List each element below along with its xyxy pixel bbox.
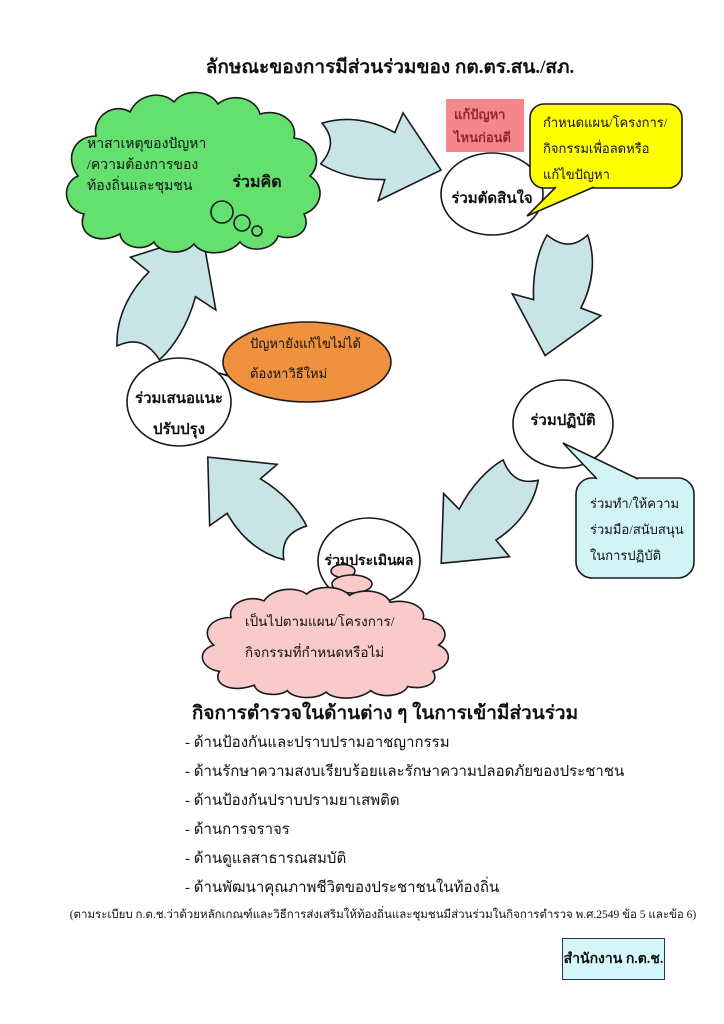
orange-bubble-text <box>250 329 361 389</box>
node-suggest-label <box>119 384 239 446</box>
pink-cloud-line: เป็นไปตามแผน/โครงการ/ <box>245 614 395 629</box>
node-act-label: ร่วมปฏิบัติ <box>530 413 596 429</box>
agency-label: สำนักงาน ก.ต.ช. <box>563 952 664 967</box>
arrow-act-to-evaluate-icon <box>408 439 559 594</box>
node-evaluate-label: ร่วมประเมินผล <box>324 554 414 569</box>
arrow-think-to-decide-icon <box>309 97 451 212</box>
activities-heading: กิจการตำรวจในด้านต่าง ๆ ในการเข้ามีส่วนร่วม <box>191 703 579 724</box>
list-item: - ด้านป้องกันปราบปรามยาเสพติด <box>185 793 400 809</box>
green-thought-bubble-icon <box>211 201 233 223</box>
green-thought-bubble-icon <box>252 226 262 236</box>
orange-bubble-line: ต้องหาวิธีใหม่ <box>250 366 328 381</box>
node-suggest-line: ร่วมเสนอแนะ <box>135 391 223 407</box>
list-item: - ด้านดูแลสาธารณสมบัติ <box>185 851 347 867</box>
list-item: - ด้านป้องกันและปราบปรามอาชญากรรม <box>185 735 450 751</box>
page-title: ลักษณะของการมีส่วนร่วมของ กต.ตร.สน./สภ. <box>205 57 575 78</box>
node-decide-label: ร่วมตัดสินใจ <box>451 191 533 207</box>
pink-cloud-text <box>245 606 395 668</box>
arrow-evaluate-to-suggest-icon <box>174 426 328 579</box>
green-thought-bubble-icon <box>234 215 250 231</box>
activities-list <box>185 729 624 903</box>
pink-box-line: แก้ปัญหา <box>454 107 506 122</box>
yellow-bubble-line: กิจกรรมเพื่อลดหรือ <box>543 141 650 156</box>
yellow-bubble-line: กำหนดแผน/โครงการ/ <box>543 115 668 130</box>
arrow-decide-to-act-icon <box>503 224 614 364</box>
pink-box-text <box>454 103 511 149</box>
pink-box-line: ไหนก่อนดี <box>454 130 512 145</box>
blue-bubble-text <box>590 491 684 569</box>
agency-box <box>562 938 665 980</box>
list-item: - ด้านการจราจร <box>185 822 290 838</box>
green-cloud-line: หาสาเหตุของปัญหา <box>87 137 207 152</box>
blue-bubble-line: ในการปฏิบัติ <box>590 548 662 563</box>
regulation-footnote: (ตามระเบียบ ก.ต.ช.ว่าด้วยหลักเกณฑ์และวิธีการส่งเสริมให้ท้องถิ่นและชุมชนมีส่วนร่วมในกิจการตำรวจ พ.ศ.2549 ข้อ 5 และข้อ 6) <box>69 909 697 921</box>
yellow-bubble-line: แก้ไขปัญหา <box>543 167 610 182</box>
node-suggest-line: ปรับปรุง <box>152 422 205 438</box>
green-cloud-text <box>87 134 206 197</box>
blue-bubble-line: ร่วมทำ/ให้ความ <box>590 496 680 511</box>
yellow-bubble-text <box>543 110 667 188</box>
green-cloud-line: ท้องถิ่นและชุมชน <box>87 179 193 194</box>
pink-cloud-line: กิจกรรมที่กำหนดหรือไม่ <box>245 645 385 660</box>
green-cloud-line: /ความต้องการของ <box>87 158 199 173</box>
node-think-label: ร่วมคิด <box>232 174 282 191</box>
list-item: - ด้านรักษาความสงบเรียบร้อยและรักษาความปลอดภัยของประชาชน <box>185 764 625 780</box>
orange-bubble-line: ปัญหายังแก้ไขไม่ได้ <box>250 336 361 351</box>
blue-bubble-line: ร่วมมือ/สนับสนุน <box>590 522 684 537</box>
list-item: - ด้านพัฒนาคุณภาพชีวิตของประชาชนในท้องถิ่น <box>185 880 500 896</box>
